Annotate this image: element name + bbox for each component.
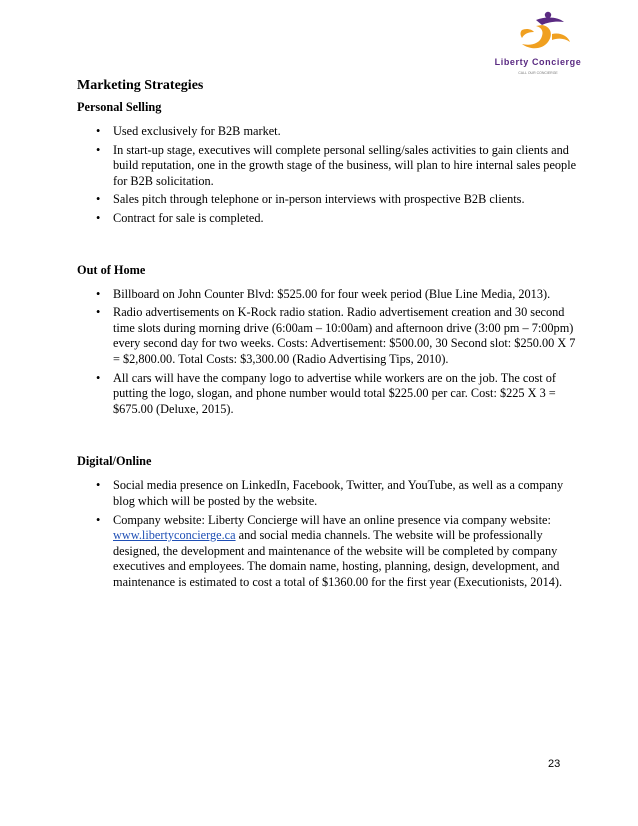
document-body <box>77 77 577 593</box>
heading-personal-selling: Personal Selling <box>77 100 162 114</box>
website-item-suffix: and social media channels. The website will be professionally designed, the development and maintenance of the website will be completed by company executives and employees. The domain name, hosting, planning, design, development, and maintenance is estimated to cost a total of $1360.00 for the first year (Executionists, 2014). <box>113 528 563 589</box>
page-number: 23 <box>548 758 561 770</box>
heading-out-of-home: Out of Home <box>77 262 146 277</box>
logo-name: Liberty Concierge <box>494 57 582 67</box>
list-item: • Social media presence on LinkedIn, Facebook, Twitter, and YouTube, as well as a company blog which will be posted by the website. <box>77 478 577 509</box>
company-logo <box>492 10 582 85</box>
list-item: • Contract for sale is completed. <box>77 211 577 227</box>
heading-digital-online: Digital/Online <box>77 454 152 469</box>
logo-mark-icon <box>492 10 582 58</box>
website-link[interactable]: www.libertyconcierge.ca <box>113 528 236 543</box>
logo-tagline: CALL OUR CONCIERGE <box>518 71 558 75</box>
list-item: • Radio advertisements on K-Rock radio station. Radio advertisement creation and 30 second time slots during morning drive (6:00am – 10:00am) and afternoon drive (3:00 pm – 7:00pm) every second day for two weeks. Costs: Advertisement: $500.00, 30 Second slot: $250.00 X 7 = $2,800.00. Total Costs: $3,300.00 (Radio Advertising Tips, 2010). <box>77 305 577 367</box>
list-item: • All cars will have the company logo to advertise while workers are on the job. The cost of putting the logo, slogan, and phone number would total $225.00 per car. Cost: $225 X 3 = $675.00 (Deluxe, 2015). <box>77 371 577 418</box>
list-out-of-home <box>77 287 577 418</box>
list-item: • Sales pitch through telephone or in-person interviews with prospective B2B clients. <box>77 192 577 208</box>
list-item: • Used exclusively for B2B market. <box>77 124 577 140</box>
list-item-website <box>77 513 577 591</box>
website-item-prefix: Company website: Liberty Concierge will have an online presence via company website: <box>113 512 551 527</box>
list-digital-online <box>77 478 577 590</box>
list-item: • In start-up stage, executives will complete personal selling/sales activities to gain clients and build reputation, one in the growth stage of the business, will plan to hire internal sales people for B2B solicitation. <box>77 143 577 190</box>
page-title: Marketing Strategies <box>77 78 204 93</box>
list-item: • Billboard on John Counter Blvd: $525.00 for four week period (Blue Line Media, 2013). <box>77 287 577 303</box>
list-personal-selling <box>77 124 577 227</box>
